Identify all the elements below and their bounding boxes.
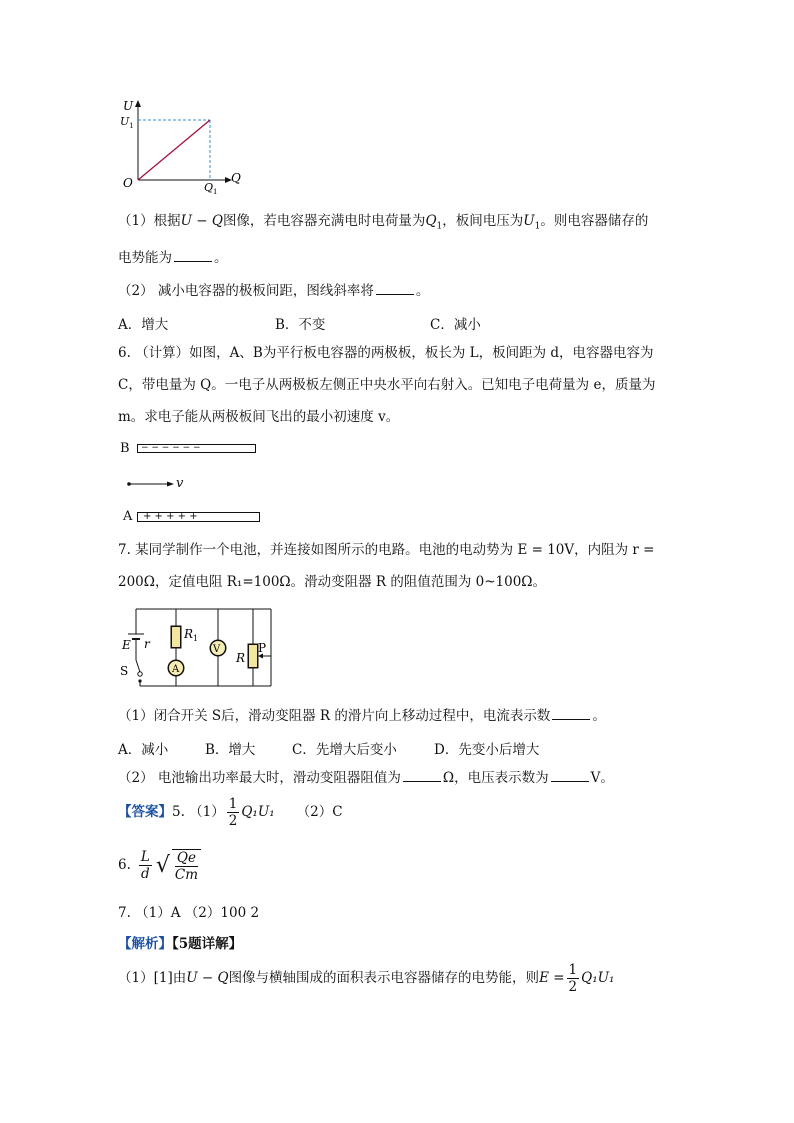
slider-label: P <box>258 641 267 655</box>
q7-option-c: C．先增大后变小 <box>292 742 397 758</box>
q7-line2: 200Ω，定值电阻 R₁=100Ω。滑动变阻器 R 的阻值范围为 0~100Ω。 <box>118 574 546 590</box>
axis-u-label: U <box>123 99 134 113</box>
plate-a <box>137 512 260 522</box>
answer-blank <box>174 249 212 262</box>
plate-b-label: B <box>120 441 130 456</box>
circuit-diagram <box>118 604 278 694</box>
q6-line2: C，带电量为 Q。一电子从两极板左侧正中央水平向右射入。已知电子电荷量为 e，质量为 <box>118 377 656 393</box>
emf-label: E <box>122 638 131 652</box>
q5-part1-line1: （1）根据U − Q图像，若电容器充满电时电荷量为$Q_1$，板间电压为$U_1$。则电容器储存的 <box>118 213 649 232</box>
answer-blank <box>552 707 590 720</box>
q5-option-b: B．不变 <box>275 317 326 333</box>
q5-part2: （2） 减小电容器的极板间距，图线斜率将 。 <box>118 283 430 299</box>
rheostat-label: R <box>236 651 246 665</box>
q7-part1: （1）闭合开关 S后，滑动变阻器 R 的滑片向上移动过程中，电流表示数 。 <box>118 708 606 724</box>
q7-option-b: B．增大 <box>205 742 256 758</box>
q7-option-d: D．先变小后增大 <box>434 742 540 758</box>
internal-resistance-label: r <box>144 637 150 651</box>
ammeter-label: A <box>172 664 180 675</box>
r1-label: $R_1$ <box>184 627 199 643</box>
velocity-label: v <box>176 476 184 491</box>
axis-q-label: Q <box>231 171 241 185</box>
q7-option-a: A．减小 <box>118 742 169 758</box>
answer-label: 【答案】 <box>118 804 172 820</box>
q6-line3: m。求电子能从两极板间飞出的最小初速度 v。 <box>118 409 400 425</box>
q5-option-a: A．增大 <box>118 317 169 333</box>
plate-a-label: A <box>123 509 133 524</box>
u1-tick-label: $U_1$ <box>120 115 134 130</box>
answer-blank <box>403 769 441 782</box>
q5-option-c: C．减小 <box>430 317 481 333</box>
answer-5: 【答案】5. （1） $\frac{1}{2}$ Q₁U₁ （2）C <box>118 796 343 829</box>
plate-b <box>137 444 256 453</box>
plate-a-signs: + + + + + <box>143 512 198 522</box>
q5-part1-line2: 电势能为 。 <box>118 250 228 266</box>
q1-tick-label: $Q_1$ <box>204 181 218 196</box>
voltmeter-label: V <box>213 644 221 655</box>
switch-label: S <box>120 664 129 678</box>
origin-label: O <box>123 176 133 190</box>
analysis-line: （1）[1]由U − Q图像与横轴围成的面积表示电容器储存的电势能，则E = $\frac{1}{2}$ Q₁U₁ <box>118 962 615 995</box>
answer-7: 7. （1）A （2）100 2 <box>118 905 260 921</box>
q6-line1: 6. （计算）如图，A、B为平行板电容器的两极板，板长为 L，板间距为 d，电容器电容为 <box>118 345 654 361</box>
u-q-graph <box>118 98 248 198</box>
q7-line1: 7. 某同学制作一个电池，并连接如图所示的电路。电池的电动势为 E = 10V，内阻为 r = <box>118 542 655 558</box>
plate-b-signs: − − − − − − <box>141 444 201 453</box>
answer-blank <box>551 769 589 782</box>
fraction-half: $\frac{1}{2}$ <box>228 796 238 829</box>
answer-6: 6. $\frac{L}{d}$ √ $\frac{Qe}{Cm}$ <box>118 845 203 886</box>
answer-blank <box>376 282 414 295</box>
analysis-heading: 【解析】【5题详解】 <box>118 936 243 952</box>
q7-part2: （2） 电池输出功率最大时，滑动变阻器阻值为 Ω，电压表示数为 V。 <box>118 770 614 786</box>
